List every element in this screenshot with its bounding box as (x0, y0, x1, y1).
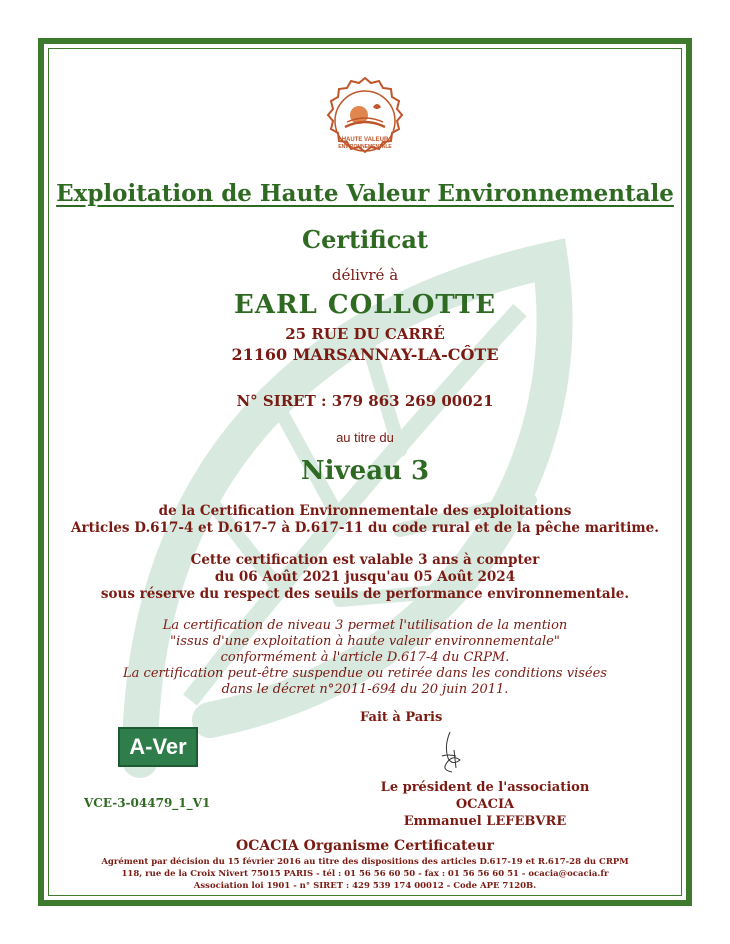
footer-line: 118, rue de la Croix Nivert 75015 PARIS - tél : 01 56 56 60 50 - fax : 01 56 56 60 51 - ocacia@ocacia.fr (121, 869, 609, 879)
conditions-line: La certification peut-être suspendue ou retirée dans les conditions visées (123, 666, 607, 681)
president-title: Le président de l'association OCACIA (380, 780, 590, 812)
certificate-heading: Certificat (302, 225, 428, 254)
hve-logo (319, 75, 411, 167)
au-titre-label: au titre du (336, 430, 394, 445)
conditions-line: conformément à l'article D.617-4 du CRPM. (220, 650, 510, 665)
siret-number: N° SIRET : 379 863 269 00021 (236, 392, 494, 410)
place-of-issue: Fait à Paris (360, 710, 443, 725)
description-line: de la Certification Environnementale des exploitations (158, 503, 572, 519)
president-name: Emmanuel LEFEBVRE (403, 814, 567, 829)
company-name: EARL COLLOTTE (233, 290, 497, 320)
certification-description (0, 503, 730, 537)
page-title: Exploitation de Haute Valeur Environnementale (56, 180, 674, 207)
conditions-line: "issus d'une exploitation à haute valeur environnementale" (170, 634, 560, 649)
validity-line: du 06 Août 2021 jusqu'au 05 Août 2024 (214, 569, 516, 585)
address-line-1: 25 RUE DU CARRÉ (285, 325, 445, 343)
certificate-reference: VCE-3-04479_1_V1 (84, 796, 211, 810)
certifier-name: OCACIA Organisme Certificateur (236, 838, 494, 854)
svg-text:HAUTE VALEUR: HAUTE VALEUR (341, 137, 389, 143)
footer (0, 856, 730, 892)
president-signature-block (360, 779, 610, 830)
validity-line: sous réserve du respect des seuils de performance environnementale. (100, 586, 630, 602)
conditions-line: La certification de niveau 3 permet l'utilisation de la mention (162, 618, 568, 633)
address-line-2: 21160 MARSANNAY-LA-CÔTE (231, 345, 499, 364)
footer-line: Association loi 1901 - n° SIRET : 429 539 174 00012 - Code APE 7120B. (193, 881, 537, 891)
a-ver-logo-text: A-Ver (118, 727, 198, 767)
footer-line: Agrément par décision du 15 février 2016 au titre des dispositions des articles D.617-19 et R.617-28 du CRPM (101, 857, 629, 867)
delivered-to-label: délivré à (331, 266, 399, 284)
svg-text:ENVIRONNEMENTALE: ENVIRONNEMENTALE (338, 144, 392, 150)
signature (430, 728, 475, 773)
conditions-line: dans le décret n°2011-694 du 20 juin 2011. (221, 682, 509, 697)
conditions-text (0, 618, 730, 698)
validity-text (0, 552, 730, 603)
validity-line: Cette certification est valable 3 ans à compter (190, 552, 540, 568)
description-line: Articles D.617-4 et D.617-7 à D.617-11 du code rural et de la pêche maritime. (71, 520, 659, 536)
a-ver-logo (118, 727, 198, 767)
level-heading: Niveau 3 (300, 456, 430, 486)
